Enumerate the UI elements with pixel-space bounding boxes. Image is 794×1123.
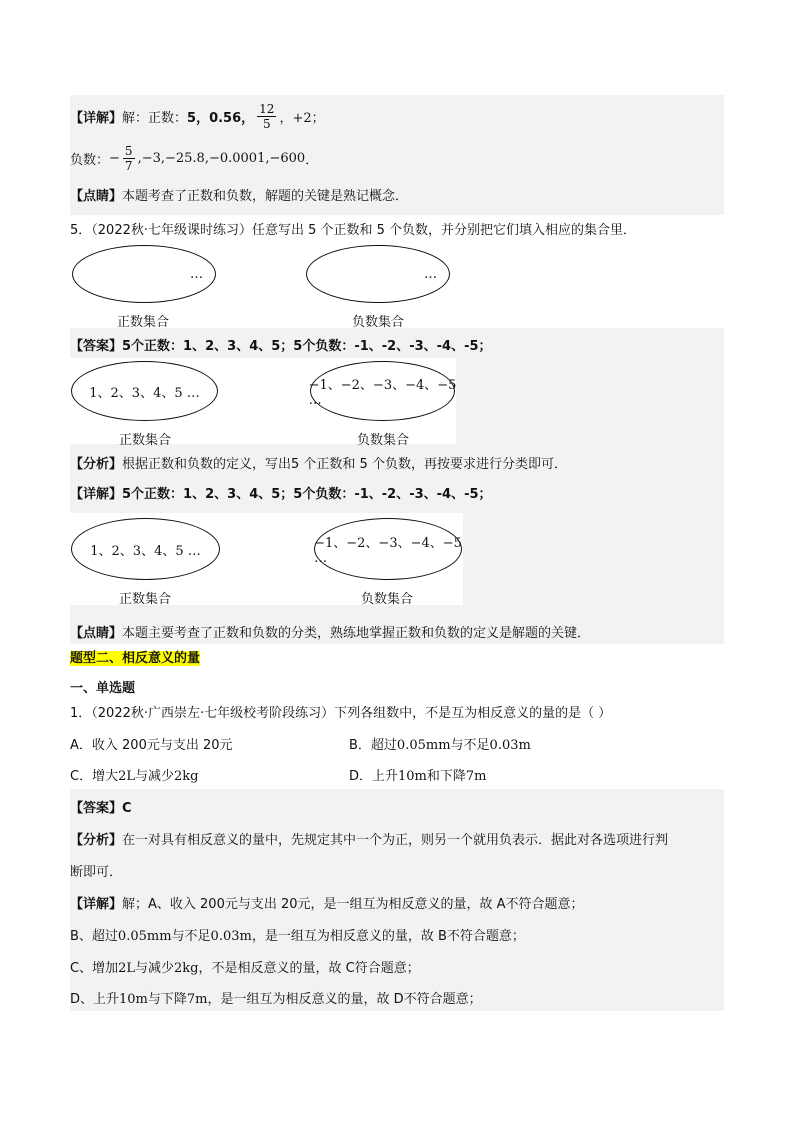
analysis-text: 在一对具有相反意义的量中，先规定其中一个为正，则另一个就用负表示．据此对各选项进行判: [122, 833, 669, 848]
positive-set-ellipse-blank: [72, 245, 216, 303]
detail-prefix: 解：正数：: [122, 110, 188, 126]
point-text: 本题主要考查了正数和负数的分类，熟练地掌握正数和负数的定义是解题的关键．: [122, 626, 591, 641]
option-b-mid: 与不足: [450, 738, 490, 753]
detail-d-prefix: D、上升: [70, 992, 120, 1007]
detail-c-mid: 与减少: [134, 961, 174, 976]
positive-set-values: 1、2、3、4、5 …: [89, 385, 200, 401]
fraction-numerator: 12: [259, 101, 275, 116]
fraction-numerator: 5: [124, 143, 133, 158]
fraction-denominator: 5: [262, 116, 271, 131]
fraction-12-5: [257, 102, 276, 131]
point-tag: 【点睛】: [70, 626, 123, 641]
negative-set-label: 负数集合: [361, 592, 414, 607]
point-tag: 【点睛】: [70, 189, 123, 204]
point-line-1: [70, 185, 408, 204]
option-d-value-a: 10m: [398, 769, 427, 784]
negative-set-values: −1、−2、−3、−4、−5 …: [314, 536, 462, 566]
detail-c-prefix: C、增加: [70, 961, 119, 976]
negative-sign: −: [109, 150, 120, 166]
option-d: [349, 765, 487, 784]
option-b: [349, 734, 531, 753]
positives-list: 5，0.56，: [187, 110, 255, 126]
option-b-prefix: B．超过: [349, 738, 397, 753]
analysis-text: 根据正数和负数的定义，写出5 个正数和 5 个负数，再按要求进行分类即可．: [122, 457, 567, 472]
detail-line-positives: [70, 98, 325, 134]
answer-text: C: [122, 801, 132, 816]
negatives-list: ,−3,−25.8,−0.0001,−600: [137, 150, 306, 166]
option-b-value-a: 0.05mm: [396, 738, 451, 753]
negative-set-values: −1、−2、−3、−4、−5 …: [308, 378, 457, 408]
positive-set-label: 正数集合: [117, 315, 170, 330]
fraction-5-7: [123, 144, 135, 173]
positives-tail: ，+2；: [279, 110, 325, 126]
detail-line-q1-b: [70, 925, 525, 944]
detail-b-mid: 与不足: [171, 929, 211, 944]
detail-d-end: ，是一组互为相反意义的量，故 D不符合题意；: [207, 992, 482, 1007]
option-c-mid: 与减少: [134, 769, 174, 784]
negative-set-ellipse: [310, 361, 455, 421]
detail-line-q1-d: [70, 988, 482, 1007]
answer-line-q1: [70, 797, 132, 816]
positive-set-ellipse: [71, 361, 218, 421]
analysis-line-q5: [70, 453, 567, 472]
option-d-value-b: 7m: [465, 769, 487, 784]
negative-set-ellipse: [314, 518, 462, 580]
answer-text: 5个正数：1、2、3、4、5；5个负数：-1、-2、-3、-4、-5；: [122, 339, 492, 354]
option-c: [70, 765, 198, 784]
option-b-value-b: 0.03m: [489, 738, 531, 753]
detail-line-negatives: [70, 140, 318, 176]
detail-text: 5个正数：1、2、3、4、5；5个负数：-1、-2、-3、-4、-5；: [122, 487, 492, 502]
positive-set-ellipse: [71, 518, 220, 580]
option-c-value-a: 2L: [118, 769, 135, 784]
detail-b-value-a: 0.05mm: [117, 929, 172, 944]
section-subtitle: 一、单选题: [70, 681, 136, 696]
option-c-prefix: C．增大: [70, 769, 119, 784]
detail-line-q5: [70, 483, 492, 502]
detail-d-mid: 与下降: [147, 992, 187, 1007]
detail-c-value-a: 2L: [118, 961, 135, 976]
negative-set-ellipse-blank: [306, 245, 450, 303]
point-line-q5: [70, 622, 590, 641]
detail-tag: 【详解】: [70, 110, 123, 126]
analysis-tag: 【分析】: [70, 457, 123, 472]
detail-b-prefix: B、超过: [70, 929, 118, 944]
detail-c-end: ，不是相反意义的量，故 C符合题意；: [198, 961, 420, 976]
detail-text: 解；A、收入 200元与支出 20元，是一组互为相反意义的量，故 A不符合题意；: [122, 897, 584, 912]
detail-b-end: ，是一组互为相反意义的量，故 B不符合题意；: [251, 929, 525, 944]
answer-line-q5: [70, 335, 492, 354]
positive-set-label: 正数集合: [119, 592, 172, 607]
point-text: 本题考查了正数和负数，解题的关键是熟记概念．: [122, 189, 409, 204]
detail-b-value-b: 0.03m: [210, 929, 252, 944]
detail-d-value-a: 10m: [119, 992, 148, 1007]
analysis-line-q1-cont: 断即可．: [70, 865, 123, 880]
positive-set-label: 正数集合: [119, 433, 172, 448]
detail-line-q1-a: [70, 893, 584, 912]
fraction-denominator: 7: [124, 158, 133, 173]
question-1-stem: 1．（2022秋·广西崇左·七年级校考阶段练习）下列各组数中，不是互为相反意义的量的是（ ）: [70, 706, 612, 721]
positive-set-values: 1、2、3、4、5 …: [90, 543, 201, 559]
detail-tag: 【详解】: [70, 487, 123, 502]
option-d-prefix: D．上升: [349, 769, 399, 784]
ellipsis-text: …: [190, 266, 203, 282]
negatives-end: ．: [305, 152, 319, 168]
answer-tag: 【答案】: [70, 339, 123, 354]
ellipsis-text: …: [424, 266, 437, 282]
analysis-line-q1: [70, 829, 668, 848]
option-c-value-b: 2kg: [174, 769, 199, 784]
answer-tag: 【答案】: [70, 801, 123, 816]
option-d-mid: 和下降: [426, 769, 466, 784]
section-title: [70, 647, 200, 666]
detail-tag: 【详解】: [70, 897, 123, 912]
negative-set-label: 负数集合: [352, 315, 405, 330]
section-title-text: 题型二、相反意义的量: [70, 651, 201, 666]
detail-d-value-b: 7m: [186, 992, 208, 1007]
analysis-tag: 【分析】: [70, 833, 123, 848]
negatives-label: 负数：: [70, 152, 110, 168]
negative-set-label: 负数集合: [357, 433, 410, 448]
detail-line-q1-c: [70, 957, 420, 976]
detail-c-value-b: 2kg: [174, 961, 199, 976]
question-5-stem: 5．（2022秋·七年级课时练习）任意写出 5 个正数和 5 个负数，并分别把它们填入相应的集合里．: [70, 223, 637, 238]
option-a: A．收入 200元与支出 20元: [70, 738, 233, 753]
